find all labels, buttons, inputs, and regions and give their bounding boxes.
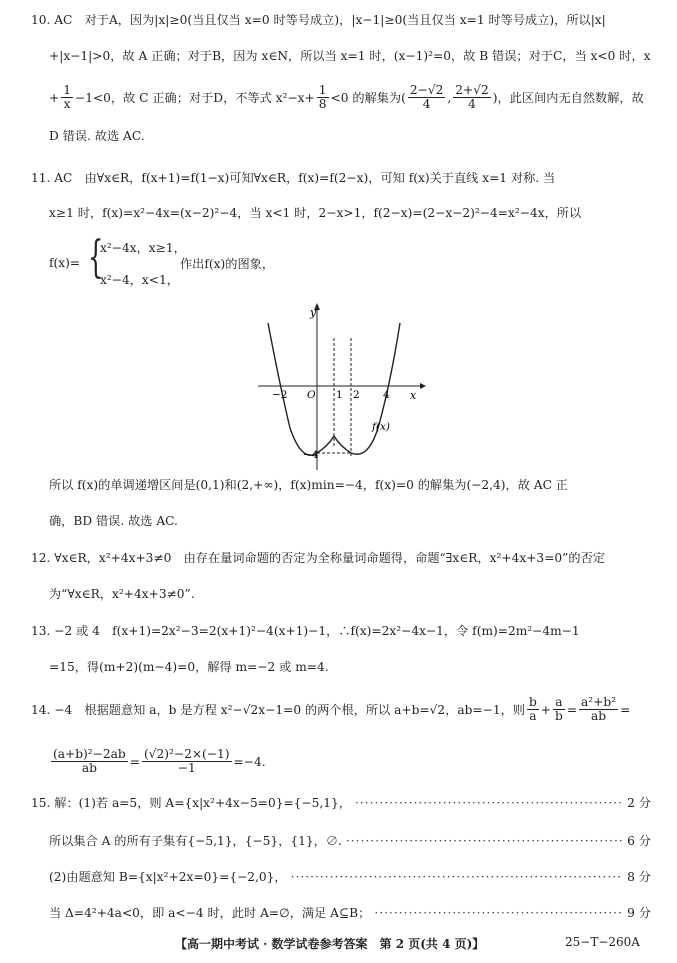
piecewise-lhs: f(x)=	[49, 256, 81, 270]
q14-line-2	[49, 748, 266, 775]
x-axis-arrow	[420, 383, 426, 389]
denominator: −1	[177, 761, 196, 775]
function-graph	[250, 298, 430, 473]
text: 所以集合 A 的所有子集有{−5,1}，{−5}，{1}，∅.	[49, 834, 342, 848]
fraction	[579, 696, 618, 723]
denominator: 4	[422, 97, 431, 111]
tick-neg2: −2	[272, 389, 288, 401]
numerator: a	[555, 695, 563, 709]
fraction	[317, 84, 329, 111]
q11-line-6: 确，BD 错误. 故选 AC.	[49, 514, 178, 528]
leader-dots	[346, 833, 623, 849]
leader-dots	[374, 905, 623, 921]
curve-label: f(x)	[372, 421, 391, 433]
piecewise-bottom: x²−4，x<1，	[100, 273, 179, 287]
text: −1<0，故 C 正确；对于D，不等式 x²−x+	[74, 90, 315, 105]
fraction	[61, 84, 73, 111]
q10-line-3	[49, 84, 644, 111]
text: =	[129, 754, 140, 769]
fraction	[51, 748, 128, 775]
piecewise-top: x²−4x，x≥1，	[100, 241, 186, 255]
q10-line-2: +|x−1|>0，故 A 正确；对于B，因为 x∈N，所以当 x=1 时，(x−1)²=0，故 B 错误；对于C，当 x<0 时，x	[49, 49, 651, 63]
leader-dots	[355, 795, 623, 811]
text: =−4.	[233, 754, 266, 769]
denominator: ab	[591, 709, 607, 723]
q15-line-3	[49, 869, 651, 885]
denominator: 4	[468, 97, 476, 111]
text: ,	[447, 90, 452, 105]
fraction	[453, 84, 491, 111]
text: =	[566, 702, 578, 717]
q13-line-2: =15，得(m+2)(m−4)=0，解得 m=−2 或 m=4.	[49, 660, 329, 674]
footer-center: 【高一期中考试 · 数学试卷参考答案 第 2 页(共 4 页)】	[175, 937, 485, 951]
denominator: ab	[81, 761, 97, 775]
text: 15. 解：(1)若 a=5，则 A={x|x²+4x−5=0}={−5,1}，	[31, 796, 351, 810]
score: 2 分	[627, 796, 651, 810]
tick-1: 1	[336, 389, 343, 401]
numerator: a²+b²	[581, 695, 617, 709]
denominator: a	[529, 709, 537, 723]
q15-line-1	[31, 795, 651, 811]
numerator: (a+b)²−2ab	[53, 747, 126, 761]
score: 6 分	[627, 834, 651, 848]
leader-dots	[291, 869, 624, 885]
tick-2: 2	[353, 389, 360, 401]
q12-line-1: 12. ∀x∈R，x²+4x+3≠0 由存在量词命题的否定为全称量词命题得，命题“∃x∈R，x²+4x+3=0”的否定	[31, 551, 605, 565]
q11-line-2: x≥1 时，f(x)=x²−4x=(x−2)²−4，当 x<1 时，2−x>1，f(2−x)=(2−x−2)²−4=x²−4x，所以	[49, 206, 582, 220]
numerator: 2+√2	[455, 83, 489, 97]
tick-4: 4	[383, 389, 390, 401]
q11-line-5: 所以 f(x)的单调递增区间是(0,1)和(2,+∞)，f(x)min=−4，f(x)=0 的解集为(−2,4)，故 AC 正	[49, 478, 568, 492]
footer-code: 25−T−260A	[565, 935, 640, 949]
numerator: b	[528, 695, 537, 709]
text: +	[540, 702, 551, 717]
score: 9 分	[627, 906, 651, 920]
text: =	[620, 702, 631, 717]
text: <0 的解集为(	[330, 90, 406, 105]
q13-line-1: 13. −2 或 4 f(x+1)=2x²−3=2(x+1)²−4(x+1)−1，∴f(x)=2x²−4x−1，令 f(m)=2m²−4m−1	[31, 624, 580, 638]
text: 当 Δ=4²+4a<0，即 a<−4 时，此时 A=∅，满足 A⊆B；	[49, 906, 371, 920]
numerator: 1	[63, 83, 71, 97]
text: +	[49, 90, 60, 105]
text: 14. −4 根据题意知 a，b 是方程 x²−√2x−1=0 的两个根，所以 a+b=√2，ab=−1，则	[31, 702, 525, 717]
q10-line-1: 10. AC 对于A，因为|x|≥0(当且仅当 x=0 时等号成立)，|x−1|≥0(当且仅当 x=1 时等号成立)，所以|x|	[31, 13, 606, 27]
piecewise-after: 作出f(x)的图象，	[180, 257, 275, 271]
text: (2)由题意知 B={x|x²+2x=0}={−2,0}，	[49, 870, 287, 884]
q10-line-4: D 错误. 故选 AC.	[49, 129, 145, 143]
q15-line-2	[49, 833, 651, 849]
denominator: 8	[318, 97, 327, 111]
denominator: x	[63, 97, 71, 111]
fraction	[553, 696, 565, 723]
fraction	[142, 748, 232, 775]
q15-line-4	[49, 905, 651, 921]
fraction	[527, 696, 539, 723]
q14-line-1	[31, 696, 630, 723]
score: 8 分	[627, 870, 651, 884]
denominator: b	[555, 709, 563, 723]
brace: {	[88, 232, 104, 283]
x-label: x	[410, 389, 417, 402]
y-label: y	[310, 306, 317, 319]
numerator: 1	[318, 83, 327, 97]
q12-line-2: 为“∀x∈R，x²+4x+3≠0”.	[49, 587, 195, 601]
numerator: 2−√2	[409, 83, 444, 97]
text: )，此区间内无自然数解，故	[492, 90, 644, 105]
origin-label: O	[307, 389, 316, 401]
q11-line-1: 11. AC 由∀x∈R，f(x+1)=f(1−x)可知∀x∈R，f(x)=f(2−x)，可知 f(x)关于直线 x=1 对称. 当	[31, 171, 556, 185]
numerator: (√2)²−2×(−1)	[143, 747, 230, 761]
fraction	[408, 84, 446, 111]
y-tick-neg4: −4	[303, 449, 319, 461]
